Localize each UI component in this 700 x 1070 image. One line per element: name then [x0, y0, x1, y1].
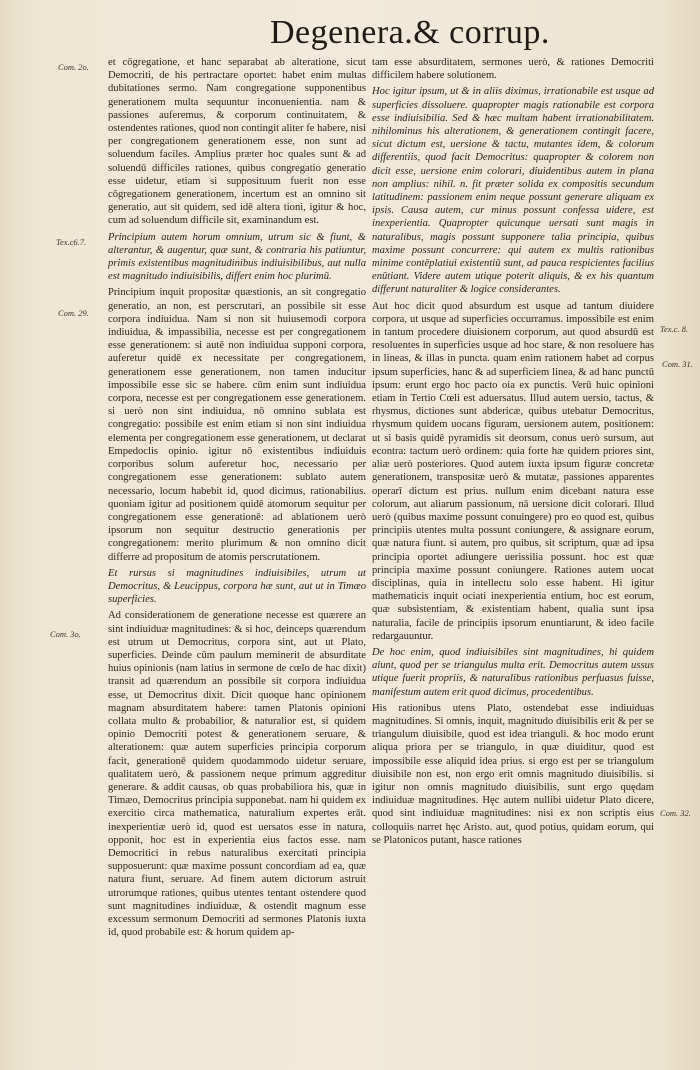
- margin-note-text-c6-7: Tex.c6.7.: [56, 237, 87, 247]
- margin-note-text-c8: Tex.c. 8.: [660, 324, 689, 334]
- right-paragraph-1: tam esse absurditatem, sermones uerò, & rationes Democriti difficilem habere solutionem.: [372, 57, 654, 82]
- margin-note-com-31: Com. 31.: [662, 359, 693, 369]
- margin-note-com-20: Com. 2o.: [58, 62, 89, 72]
- margin-note-com-30: Com. 3o.: [50, 629, 81, 639]
- right-column: [372, 56, 654, 1056]
- right-paragraph-5: His rationibus utens Plato, ostendebat esse indiuiduas magnitudines. Si omnis, inquit, magnitudo diuisibilis erit & per se triangulum diuisibile, quod est idea trianguli. & hoc modo erunt aliqua priora per se triangulo, in quæ diuiditur, quod est impossibile esse aliquid idea prius. si ergo est per se triangulum diuisibile non est, non ergo erit omnis magnitudo diuisibilis. si igitur non omnis magnitudo diuisibilis, sunt ergo quędam indiuiduæ magnitudines. Hęc autem nullibi uidetur Plato dicere, quod sint indiuiduæ magnitudines: nisi ex non scriptis eius colloquiis narret hęc Aristo. aut, quod potius, quidam eorum, qui se Platonicos putant, hasce rationes: [372, 702, 654, 846]
- right-paragraph-2-text: Hoc igitur ipsum, ut & in aliis diximus, irrationabile est usque ad superficies dissoluere. quapropter magis rationabile est corpora esse indiuisibilia. Sed & hæc multam habent irrationabilitatem. nihilominus his alterationem, & generationem contingit facere, sicut dictum est, uersione & tactu, mutantes idem, & colorum differentiis, quod facit Democritus: quapropter & colorem non dicit esse, uersione enim colorari, diuidentibus autem in plana non amplius: nihil. n. fit præter solida ex compositis secundum latitudinem: passionem enim neque possunt generare aliquam ex ipsis. Causa autem, cur minus possunt confessa uidere, est inexperientia. Quapropter quicunque uersati sunt magis in naturalibus, magis possunt supponere talia principia, quibus maxime possunt concurrere: qui autem ex multis rationibus minime contēplatiui existentiū sunt, ad pauca respicientes facilius enūtiant. Videre autem utique poterit aliquis, & ex his quantum differunt naturaliter & logice considerantes.: [372, 86, 654, 296]
- right-paragraph-4-text: De hoc enim, quod indiuisibiles sint magnitudines, hi quidem aiunt, quod per se triangulus multa erit. Democritus autem ussus utique fuerit propriis, & naturalibus rationibus perfuasus fuisse, manifestum autem erit quod dicimus, procedentibus.: [372, 646, 654, 698]
- margin-note-com-29: Com. 29.: [58, 308, 89, 318]
- running-header: Degenera.& corrup.: [270, 14, 550, 51]
- left-paragraph-4-text: Et rursus si magnitudines indiuisibiles, utrum ut Democritus, & Leucippus, corpora hæ sunt, aut ut in Timæo superficies.: [108, 567, 366, 606]
- right-paragraph-3: Aut hoc dicit quod absurdum est usque ad tantum diuidere corpora, ut usque ad superficies occurramus. impossibile est enim in tantum procedere diuisionem corporum, aut quod absurdū est resoluentes in superficies usque ad hoc stare, & non resoluere has in lineas, & illas in puncta. quam enim rationem habet ad corpus ipsum superficies, hanc & ad superficiem linea, & ad hanc punctū ipsum: erunt ergo hoc pacto oia ex punctis. Verū huic opinioni etiam in Tertio Cœli est aduersatus. Illud autem uersio, tactus, & rhysmus, dictiones sunt abdericæ, quibus utebatur Democritus, rhysmum quidem uocans figuram, uersionem autem, positionem: ut si basis quidē pyramidis sit deorsum, conus uerò sursum, aut econtra: tactum uerò ordinem: quia forte hæ quidem priores sint, aliæ uerò posteriores. Quod autem iuxta ipsum figuræ concretæ generationem, transpositæ uerò & mutatæ, passiones apparentes operarī dictum est prius. nullum enim dicebant natura esse colorum, aut aliarum passionum, nā uersione dicit colorari. Illud uerò (quibus maxime possunt conuingere) pro eo quod est, quibus principiis utentes multa possunt coniungere, & assignare eorum, quæ natura fiunt. si autem, pro quibus, sit scriptum, quæ ad ipsa principia oportet adiungere uerissilia possunt. hoc est quæ principia maxime possunt coniungere. Rationes autem uocat disciplinas, quia in intellectu solo esse habent. Hi igitur mathematicis inquit ociati inexperientia entium, hoc est eorum, quæ subsistentiam, & existentiam habent, qualia sunt ipsa naturalia, facile de principiis ipsorum enuntiarunt, & ideo facile redargauuntur.: [372, 300, 654, 642]
- left-paragraph-1: et cōgregatione, et hanc separabat ab alteratione, sicut Democriti, de his pertractare oportet: habet enim multas dubitationes sermo. Nam congregatione supponentibus generationem multa sequuntur inconuenientia. nam & passiones auferemus, & corporum continuitatem, & ostendentes rationes, quod non contingit aliter fe habere, nisi per congregationem generationem esse, non sunt ad soluendum faciles. Amplius præter hoc quales sunt & ad soluendū difficiles rationes, quibus congregatio generatio esse uidetur, etiam si supposituum fuerit non esse cōgregationem generationem, incertum est an omnino sit generatio, aut sit quidem, sed idē altera tioni, igitur & hoc, cum ad soluendum difficile sit, examinandum est.: [108, 57, 366, 227]
- margin-note-com-32: Com. 32.: [660, 808, 691, 818]
- left-paragraph-2-text: Principium autem horum omnium, utrum sic & fiunt, & alterantur, & augentur, quæ sunt, & contraria his patiuntur, primis existentibus magnitudinibus indiuisibilibus, aut nulla est magnitudo indiuisibilis, differt enim hoc plurimū.: [108, 231, 366, 283]
- left-paragraph-5: Ad considerationem de generatione necesse est quærere an sint indiuiduæ magnitudines: & si hoc, deinceps quærendum est utrum ut Democritus, corpora sint, aut ut Plato, superficies. Deinde cūm paulum meminerit de absurditate huius opinionis (nam latius in sermone de cœlo de hac dixit) transit ad quærendum an possibile sit corpora indiuidua esse, ut Democritus dixit. Dicit quoque hanc opinionem magnam absurditatem habere: tamen Platonis opinioni collata multo & probabilior, & naturalior est, si quidem opinio Democriti potest & generationem seruare, & alterationem: quæ autem superficies principia corporum facit, generationē quidem quodammodo uidetur seruare, qualitatem uerò, & passionem neque primum aggreditur generare. & addit causas, ob quas probabiliora his, quæ in Timæo, Democritus principia supponebat. nam hi quidem ex exercitio circa mathematica, naturalium expertes erāt. inexperientiæ uerò id, quod est uersatos esse in natura, opponit, hoc est in experientia eius factos esse. nam Democritici in rebus naturalibus exercitati principia supposuerunt: quæ maxime possunt concordiam ad ea, quæ natura fiunt, seruare. Ad finem autem dictorum astruit utrorumque rationes, quibus utentes tentant ostendere quod sunt magnitudines indiuiduæ, & ostendit magnum esse excessum sermonum Democriti ad sermones Platonis iuxta id, quod probabile est: & horum quidem ap-: [108, 610, 366, 939]
- left-column: [108, 56, 366, 1056]
- left-paragraph-3: Principium inquit propositæ quæstionis, an sit congregatio generatio, an non, est perscrutari, an possibile sit esse corpora indiuidua. Nam si non sit huiusemodi corpora indiuidua, & impassibilia, necesse est per congregationem esse generationem: si autē non indiuidua supponi corpora, auferetur quidē ex necessitate per congregationem, generationem esse generationem, non tamen inducitur impossibile esse sic se habere. cūm enim sunt indiuidua corpora, necesse est per congregationem esse generationem. si uerò non sint indiuidua, nō omnino sublata est congregatio: possibile est enim etiam si non sint indiuidua elementa per congregationem esse generationem, ut declarat Empedoclis opinio. igitur nō existentibus indiuiduis corporibus solum auferetur hoc, necessario per congregationem esse generationem: sublato autem necessario, locum habebit id, quod dicimus, rationabilius. quoniam igitur ad positionem quidē atomorum sequitur per congregationem esse generationē: ad ablationem uerò ipsorum non sequitur destructio generationis per congregationem: merito plurimum & non omnino dicit differre ad propositum de atomis perscrutationem.: [108, 287, 366, 563]
